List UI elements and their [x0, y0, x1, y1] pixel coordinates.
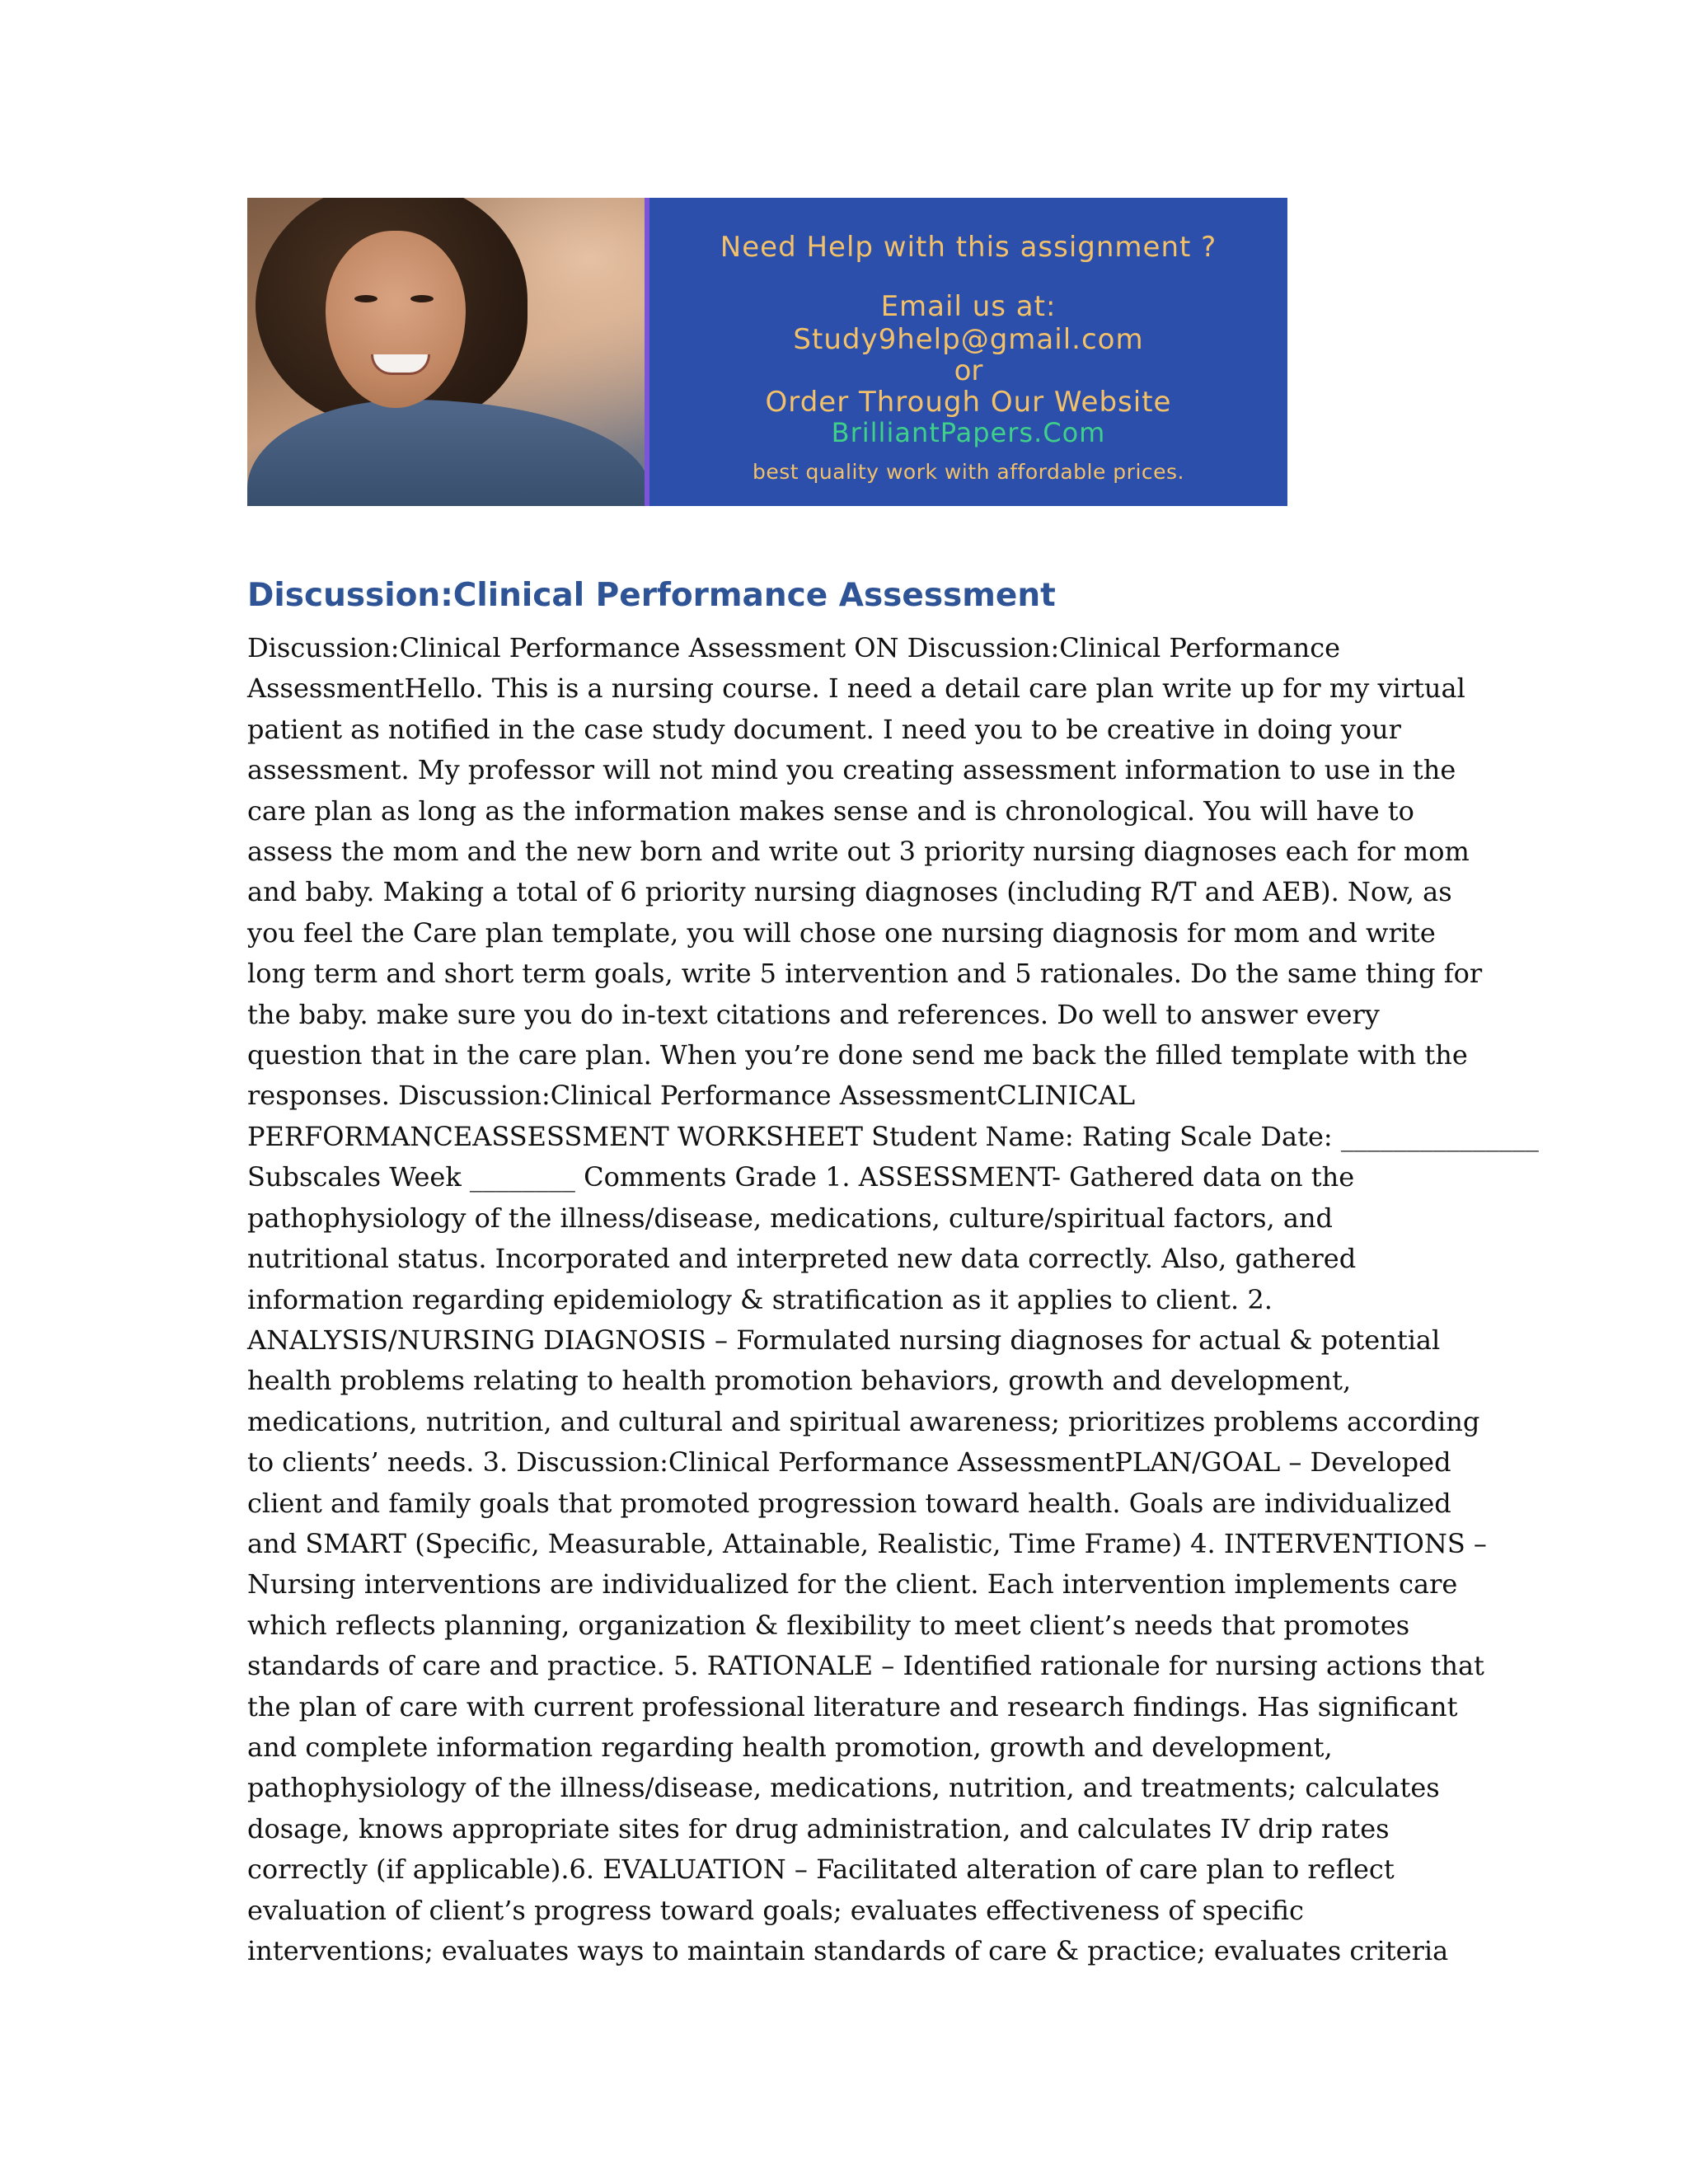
- banner-order-text: Order Through Our Website: [765, 386, 1172, 419]
- banner-tagline: best quality work with affordable prices.: [752, 460, 1184, 484]
- body-text-line: the baby. make sure you do in-text citations and references. Do well to answer every: [247, 998, 1380, 1030]
- body-text-line: correctly (if applicable).6. EVALUATION – Facilitated alteration of care plan to reflect: [247, 1854, 1395, 1886]
- body-text-line: assessment. My professor will not mind you creating assessment information to use in the: [247, 754, 1456, 786]
- banner-website: BrilliantPapers.Com: [831, 417, 1106, 448]
- body-text-line: and complete information regarding health promotion, growth and development,: [247, 1731, 1333, 1763]
- banner-email-label: Email us at:: [880, 290, 1057, 323]
- body-text-line: long term and short term goals, write 5 intervention and 5 rationales. Do the same thing for: [247, 958, 1483, 990]
- body-text-line: pathophysiology of the illness/disease, medications, culture/spiritual factors, and: [247, 1202, 1334, 1234]
- body-text-line: interventions; evaluates ways to maintain standards of care & practice; evaluates criteria: [247, 1935, 1449, 1966]
- body-text-line: the plan of care with current professional literature and research findings. Has significant: [247, 1690, 1458, 1722]
- body-text-line: medications, nutrition, and cultural and spiritual awareness; prioritizes problems according: [247, 1405, 1480, 1437]
- banner-email: Study9help@gmail.com: [793, 323, 1144, 356]
- body-text-line: and baby. Making a total of 6 priority nursing diagnoses (including R/T and AEB). Now, as: [247, 876, 1452, 908]
- banner-info-panel: [649, 198, 1287, 506]
- body-text-line: evaluation of client’s progress toward goals; evaluates effectiveness of specific: [247, 1894, 1304, 1926]
- document-title: Discussion:Clinical Performance Assessment: [247, 577, 1056, 614]
- body-text-line: you feel the Care plan template, you will chose one nursing diagnosis for mom and write: [247, 916, 1436, 949]
- smiling-woman-photo: [247, 198, 649, 506]
- banner-or-text: or: [954, 354, 983, 387]
- body-text-line: Subscales Week ________ Comments Grade 1. ASSESSMENT- Gathered data on the: [247, 1161, 1355, 1193]
- document-body: [247, 628, 1539, 1971]
- banner-help-text: Need Help with this assignment ?: [720, 231, 1217, 264]
- body-text-line: PERFORMANCEASSESSMENT WORKSHEET Student Name: Rating Scale Date: _______________: [247, 1120, 1539, 1152]
- body-text-line: standards of care and practice. 5. RATIONALE – Identified rationale for nursing actions that: [247, 1650, 1484, 1682]
- body-text-line: Nursing interventions are individualized for the client. Each intervention implements care: [247, 1568, 1458, 1601]
- body-text-line: health problems relating to health promotion behaviors, growth and development,: [247, 1365, 1352, 1397]
- body-text-line: Discussion:Clinical Performance Assessment ON Discussion:Clinical Performance: [247, 632, 1341, 663]
- body-text-line: which reflects planning, organization & flexibility to meet client’s needs that promotes: [247, 1609, 1410, 1641]
- body-text-line: client and family goals that promoted progression toward health. Goals are individualized: [247, 1487, 1451, 1519]
- advertisement-banner: [247, 198, 1287, 506]
- body-text-line: dosage, knows appropriate sites for drug administration, and calculates IV drip rates: [247, 1812, 1390, 1844]
- body-text-line: AssessmentHello. This is a nursing course. I need a detail care plan write up for my virtual: [247, 673, 1465, 705]
- body-text-line: and SMART (Specific, Measurable, Attainable, Realistic, Time Frame) 4. INTERVENTIONS –: [247, 1527, 1487, 1559]
- body-text-line: responses. Discussion:Clinical Performance AssessmentCLINICAL: [247, 1080, 1136, 1112]
- body-text-line: patient as notified in the case study document. I need you to be creative in doing your: [247, 713, 1401, 745]
- body-text-line: nutritional status. Incorporated and interpreted new data correctly. Also, gathered: [247, 1243, 1357, 1275]
- body-text-line: assess the mom and the new born and write out 3 priority nursing diagnoses each for mom: [247, 836, 1470, 868]
- body-text-line: care plan as long as the information makes sense and is chronological. You will have to: [247, 794, 1414, 827]
- body-text-line: to clients’ needs. 3. Discussion:Clinical Performance AssessmentPLAN/GOAL – Developed: [247, 1446, 1451, 1479]
- body-text-line: ANALYSIS/NURSING DIAGNOSIS – Formulated nursing diagnoses for actual & potential: [247, 1324, 1441, 1356]
- body-text-line: information regarding epidemiology & stratification as it applies to client. 2.: [247, 1283, 1273, 1315]
- body-text-line: question that in the care plan. When you’re done send me back the filled template with the: [247, 1039, 1468, 1071]
- body-text-line: pathophysiology of the illness/disease, medications, nutrition, and treatments; calculates: [247, 1772, 1440, 1804]
